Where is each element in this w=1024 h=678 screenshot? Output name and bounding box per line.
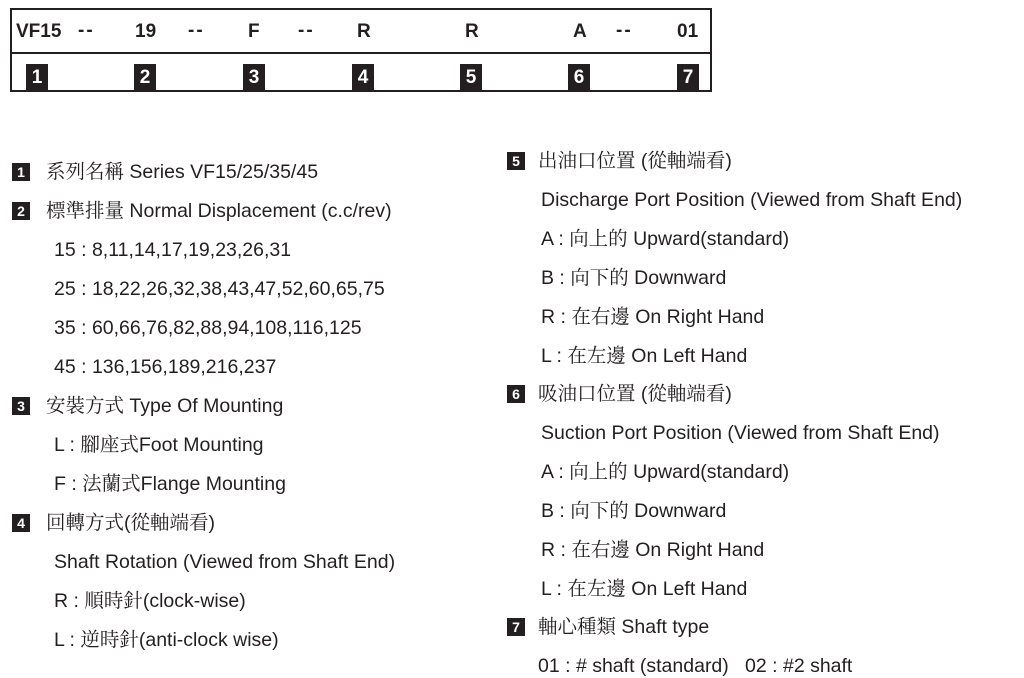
position-badge-5: 5: [460, 64, 482, 92]
suction-option: A : 向上的 Upward(standard): [541, 461, 790, 483]
section-title-rotation: 回轉方式(從軸端看): [46, 512, 215, 534]
position-badge-1: 1: [26, 64, 48, 92]
discharge-option: B : 向下的 Downward: [541, 267, 727, 289]
code-divider: [12, 52, 710, 54]
displacement-line: 35 : 60,66,76,82,88,94,108,116,125: [54, 317, 362, 339]
code-segment-rotation: R: [357, 21, 371, 42]
section-title-series: 系列名稱 Series VF15/25/35/45: [46, 161, 319, 183]
displacement-line: 45 : 136,156,189,216,237: [54, 356, 277, 378]
code-segment-shaft: 01: [677, 21, 699, 42]
section-title-shaft: 軸心種類 Shaft type: [538, 616, 710, 638]
code-dash: --: [188, 20, 205, 41]
shaft-option: 01 : # shaft (standard) 02 : #2 shaft: [538, 655, 853, 677]
discharge-option: A : 向上的 Upward(standard): [541, 228, 790, 250]
code-segment-discharge: R: [465, 21, 479, 42]
section-number-1: 1: [12, 163, 30, 181]
suction-option: B : 向下的 Downward: [541, 500, 727, 522]
mounting-option: L : 腳座式Foot Mounting: [54, 434, 264, 456]
section-number-6: 6: [507, 385, 525, 403]
rotation-option: R : 順時針(clock-wise): [54, 590, 246, 612]
section-number-5: 5: [507, 152, 525, 170]
position-badge-3: 3: [243, 64, 265, 92]
position-badge-6: 6: [568, 64, 590, 92]
section-title-discharge: 出油口位置 (從軸端看): [538, 150, 732, 172]
mounting-option: F : 法蘭式Flange Mounting: [54, 473, 286, 495]
section-title-suction: 吸油口位置 (從軸端看): [538, 383, 732, 405]
position-badge-2: 2: [134, 64, 156, 92]
rotation-subtitle: Shaft Rotation (Viewed from Shaft End): [54, 551, 396, 573]
displacement-line: 15 : 8,11,14,17,19,23,26,31: [54, 239, 292, 261]
position-badge-7: 7: [677, 64, 699, 92]
code-segment-mounting: F: [248, 21, 260, 42]
section-number-4: 4: [12, 514, 30, 532]
rotation-option: L : 逆時針(anti-clock wise): [54, 629, 279, 651]
displacement-line: 25 : 18,22,26,32,38,43,47,52,60,65,75: [54, 278, 385, 300]
position-badge-4: 4: [352, 64, 374, 92]
model-code-box: [10, 8, 712, 92]
code-dash: --: [616, 20, 633, 41]
section-number-2: 2: [12, 202, 30, 220]
discharge-subtitle: Discharge Port Position (Viewed from Shaft End): [541, 189, 963, 211]
discharge-option: R : 在右邊 On Right Hand: [541, 306, 765, 328]
section-number-3: 3: [12, 397, 30, 415]
suction-option: L : 在左邊 On Left Hand: [541, 578, 748, 600]
code-dash: --: [78, 20, 95, 41]
section-title-displacement: 標準排量 Normal Displacement (c.c/rev): [46, 200, 392, 222]
suction-option: R : 在右邊 On Right Hand: [541, 539, 765, 561]
code-dash: --: [298, 20, 315, 41]
suction-subtitle: Suction Port Position (Viewed from Shaft End): [541, 422, 940, 444]
code-segment-suction: A: [573, 21, 587, 42]
discharge-option: L : 在左邊 On Left Hand: [541, 345, 748, 367]
code-segment-displacement: 19: [135, 21, 157, 42]
section-title-mounting: 安裝方式 Type Of Mounting: [46, 395, 284, 417]
section-number-7: 7: [507, 618, 525, 636]
code-segment-series: VF15: [16, 21, 62, 42]
